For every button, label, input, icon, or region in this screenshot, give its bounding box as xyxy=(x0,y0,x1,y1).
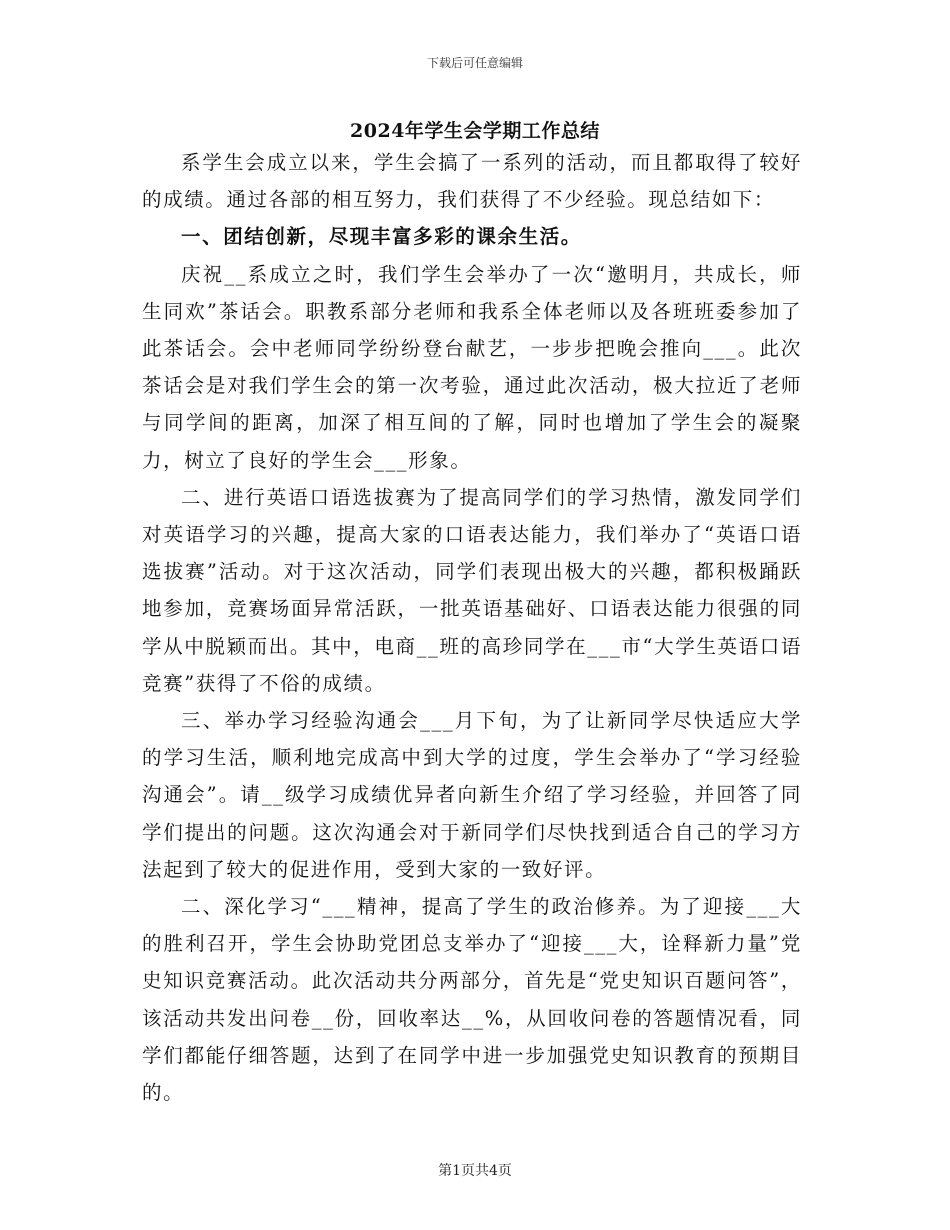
paragraph-tea-party: 庆祝__系成立之时，我们学生会举办了一次“邀明月，共成长，师生同欢”茶话会。职教系部分老师和我系全体老师以及各班班委参加了此茶话会。会中老师同学纷纷登台献艺，一步步把晚会推向___。此次茶话会是对我们学生会的第一次考验，通过此次活动，极大拉近了老师与同学间的距离，加深了相互间的了解，同时也增加了学生会的凝聚力，树立了良好的学生会___形象。 xyxy=(142,262,802,472)
page-title: 2024年学生会学期工作总结 xyxy=(350,120,600,142)
document-body xyxy=(142,144,802,1111)
page-number: 第1页共4页 xyxy=(438,1163,512,1179)
paragraph-study-exchange: 三、举办学习经验沟通会___月下旬，为了让新同学尽快适应大学的学习生活，顺利地完成高中到大学的过度，学生会举办了“学习经验沟通会”。请__级学习成绩优异者向新生介绍了学习经验，并回答了同学们提出的问题。这次沟通会对于新同学们尽快找到适合自己的学习方法起到了较大的促进作用，受到大家的一致好评。 xyxy=(142,709,802,881)
header-note: 下载后可任意编辑 xyxy=(426,56,523,70)
paragraph-party-history: 二、深化学习“___精神，提高了学生的政治修养。为了迎接___大的胜利召开，学生会协助党团总支举办了“迎接___大，诠释新力量”党史知识竞赛活动。此次活动共分两部分，首先是“党史知识百题问答”，该活动共发出问卷__份，回收率达__%，从回收问卷的答题情况看，同学们都能仔细答题，达到了在同学中进一步加强党史知识教育的预期目的。 xyxy=(142,895,802,1105)
section-heading: 一、团结创新，尽现丰富多彩的课余生活。 xyxy=(181,225,582,249)
paragraph-intro: 系学生会成立以来，学生会搞了一系列的活动，而且都取得了较好的成绩。通过各部的相互努力，我们获得了不少经验。现总结如下： xyxy=(142,151,802,212)
paragraph-english-contest: 二、进行英语口语选拔赛为了提高同学们的学习热情，激发同学们对英语学习的兴趣，提高大家的口语表达能力，我们举办了“英语口语选拔赛”活动。对于这次活动，同学们表现出极大的兴趣，都积极踊跃地参加，竞赛场面异常活跃，一批英语基础好、口语表达能力很强的同学从中脱颖而出。其中，电商__班的高珍同学在___市“大学生英语口语竞赛”获得了不俗的成绩。 xyxy=(142,485,802,695)
